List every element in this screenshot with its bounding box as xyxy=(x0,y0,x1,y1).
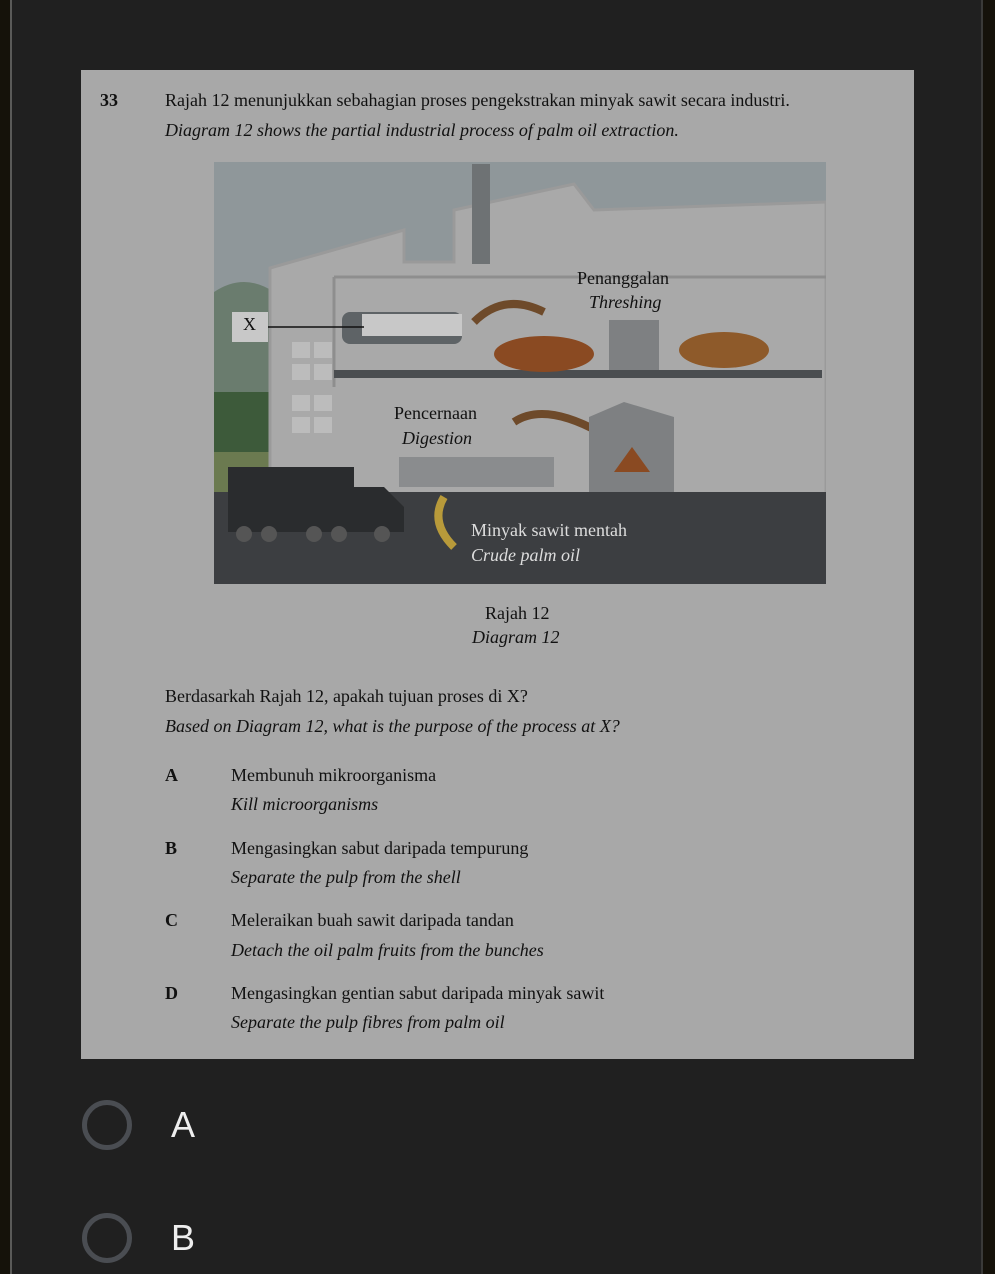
upper-floor xyxy=(334,370,822,378)
palm-oil-process-diagram xyxy=(214,162,826,584)
question-card xyxy=(81,70,914,1059)
answer-label[interactable]: A xyxy=(171,1104,196,1145)
diagram-caption-en: Diagram 12 xyxy=(472,627,560,647)
prompt-en: Based on Diagram 12, what is the purpose of the process at X? xyxy=(165,716,620,736)
option-text-en: Separate the pulp fibres from palm oil xyxy=(231,1012,505,1032)
question-stem-ms: Rajah 12 menunjukkan sebahagian proses pengekstrakan minyak sawit secara industri. xyxy=(165,90,790,110)
radio-button[interactable] xyxy=(82,1100,132,1150)
fruit-pile xyxy=(679,332,769,368)
press xyxy=(399,457,554,487)
option-text-en: Kill microorganisms xyxy=(231,794,379,814)
label-x: X xyxy=(243,314,256,334)
label-oil-en: Crude palm oil xyxy=(471,545,581,565)
thresher xyxy=(609,320,659,370)
option-text-en: Detach the oil palm fruits from the bunches xyxy=(231,940,544,960)
option-letter: B xyxy=(165,838,178,858)
left-border xyxy=(0,0,12,1274)
answer-label[interactable]: B xyxy=(171,1217,196,1258)
label-oil-ms: Minyak sawit mentah xyxy=(471,520,627,540)
right-border xyxy=(981,0,995,1274)
digester xyxy=(589,402,674,492)
chimney xyxy=(472,164,490,264)
option-text-ms: Membunuh mikroorganisma xyxy=(231,765,437,785)
question-number: 33 xyxy=(100,90,118,110)
prompt-ms: Berdasarkah Rajah 12, apakah tujuan proses di X? xyxy=(165,686,528,706)
option-text-ms: Mengasingkan sabut daripada tempurung xyxy=(231,838,529,858)
truck xyxy=(228,467,354,532)
option-text-en: Separate the pulp from the shell xyxy=(231,867,461,887)
radio-button[interactable] xyxy=(82,1213,132,1263)
option-letter: A xyxy=(165,765,178,785)
label-threshing-en: Threshing xyxy=(589,292,662,312)
palm-trees xyxy=(214,392,274,452)
fruit-bunches xyxy=(494,336,594,372)
option-text-ms: Mengasingkan gentian sabut daripada minyak sawit xyxy=(231,983,605,1003)
option-letter: C xyxy=(165,910,178,930)
question-stem-en: Diagram 12 shows the partial industrial process of palm oil extraction. xyxy=(165,120,679,140)
label-threshing-ms: Penanggalan xyxy=(577,268,669,288)
label-digestion-en: Digestion xyxy=(402,428,472,448)
label-digestion-ms: Pencernaan xyxy=(394,403,477,423)
option-text-ms: Meleraikan buah sawit daripada tandan xyxy=(231,910,514,930)
option-letter: D xyxy=(165,983,178,1003)
diagram-caption-ms: Rajah 12 xyxy=(485,603,550,623)
